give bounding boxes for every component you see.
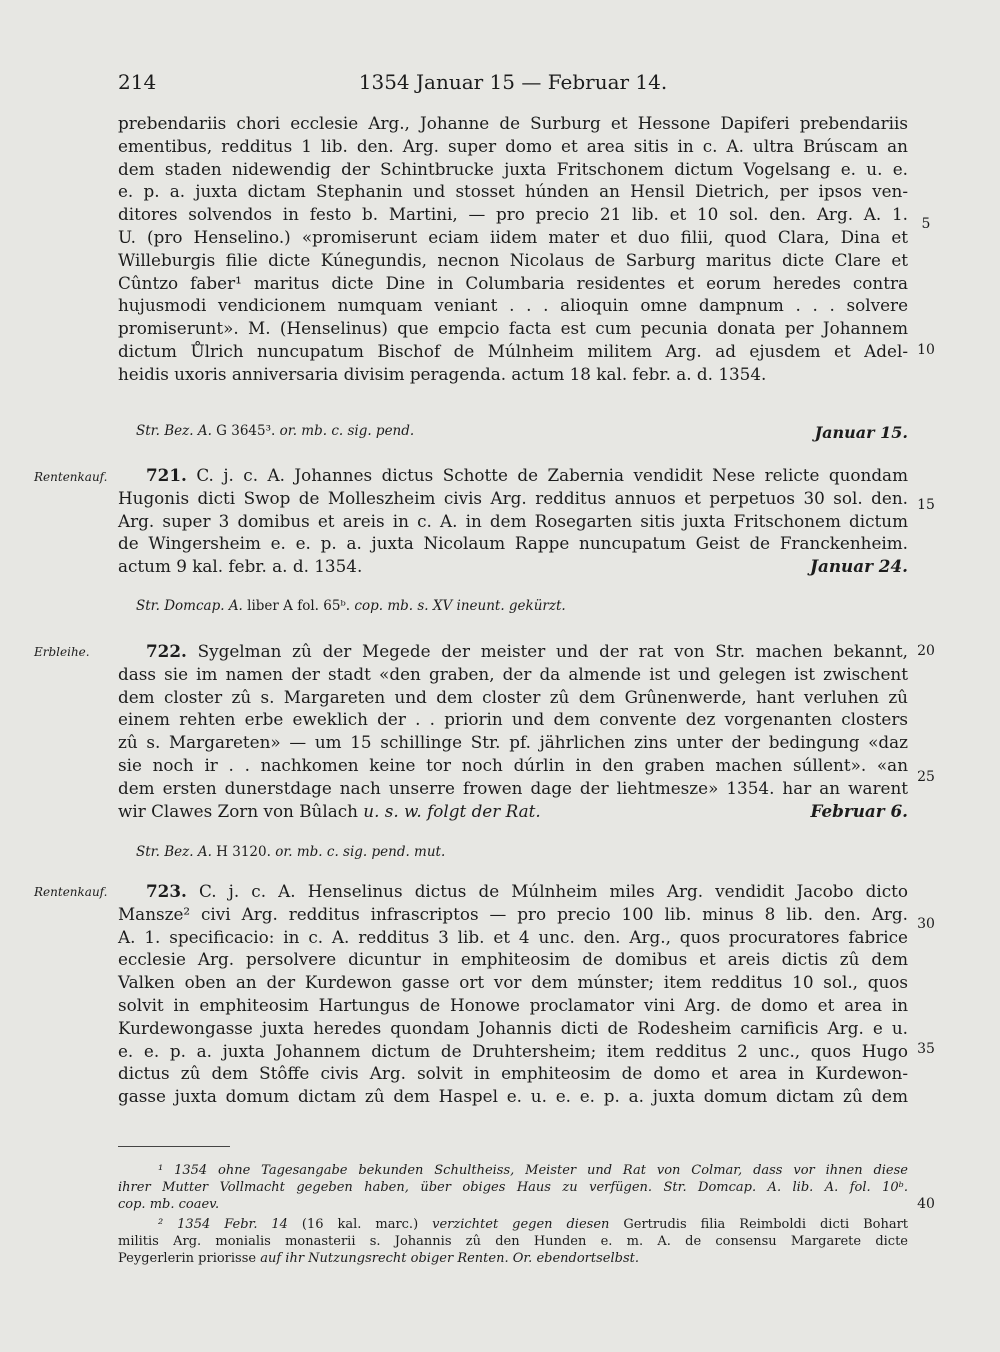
line-number: 35 <box>917 1041 935 1057</box>
source-citation <box>136 844 908 860</box>
text-line: Cûntzo faber¹ maritus dicte Dine in Columbaria residentes et eorum heredes contra <box>118 272 908 293</box>
page-header <box>118 70 908 100</box>
entry-721 <box>118 464 908 578</box>
text-line: promiserunt». M. (Henselinus) que empcio facta est cum pecunia donata per Johannem <box>118 318 908 339</box>
entry-date: Januar 15. <box>814 423 908 442</box>
text-line <box>118 640 908 663</box>
source-archive: Str. Domcap. A. <box>136 598 243 614</box>
footnote-line <box>118 1216 908 1233</box>
text-line: U. (pro Henselino.) «promiserunt eciam iidem mater et duo filii, quod Clara, Dina et <box>118 226 908 247</box>
text-line: de Wingersheim e. e. p. a. juxta Nicolaum Rappe nuncupatum Geist de Franckenheim. <box>118 533 908 554</box>
text-line: dictum Ůlrich nuncupatum Bischof de Múlnheim militem Arg. ad ejusdem et Adel- <box>118 340 908 361</box>
footnote-line: militis Arg. monialis monasterii s. Johannis zû den Hunden e. m. A. de consensu Margarete dicte <box>118 1234 908 1249</box>
text-line: dictus zû dem Stôffe civis Arg. solvit in emphiteosim de domo et area in Kurdewon- <box>118 1063 908 1084</box>
text-line: zû s. Margareten» — um 15 schillinge Str. pf. jährlichen zins unter der bedingung «daz <box>118 732 908 753</box>
text-line <box>118 800 908 823</box>
footnote-line: cop. mb. coaev. <box>118 1197 220 1212</box>
footnote-line: ihrer Mutter Vollmacht gegeben haben, über obiges Haus zu verfügen. Str. Domcap. A. lib. A. fol. 10ᵇ. <box>118 1180 908 1195</box>
text-line: ecclesie Arg. persolvere dicuntur in emphiteosim de domibus et areis dictis zû dem <box>118 949 908 970</box>
block1-text <box>118 112 908 386</box>
footnote-line <box>118 1250 908 1267</box>
text-line: Hugonis dicti Swop de Molleszheim civis Arg. redditus annuos et perpetuos 30 sol. den. <box>118 487 908 508</box>
text-line: Willeburgis filie dicte Kúnegundis, necnon Nicolaus de Sarburg maritus dicte Clare et <box>118 249 908 270</box>
entry-number: 723. <box>146 881 187 901</box>
running-head: 1354 Januar 15 — Februar 14. <box>358 70 668 94</box>
footnote-date: ² 1354 Febr. 14 <box>158 1217 288 1232</box>
source-citation <box>136 598 908 614</box>
entry-first-line: C. j. c. A. Henselinus dictus de Múlnheim miles Arg. vendidit Jacobo dicto <box>198 881 908 901</box>
entry-number: 721. <box>146 465 187 485</box>
text-line: e. e. p. a. juxta Johannem dictum de Druhtersheim; item redditus 2 unc., quos Hugo <box>118 1040 908 1061</box>
footnote-date-roman: (16 kal. marc.) <box>301 1217 419 1232</box>
text-line: prebendariis chori ecclesie Arg., Johanne de Surburg et Hessone Dapiferi prebendariis <box>118 113 908 133</box>
text-line: dem closter zû s. Margareten und dem closter zû dem Grûnenwerde, hant verluhen zû <box>118 686 908 707</box>
source-signature: liber A fol. 65ᵇ. <box>247 598 351 614</box>
page-number: 214 <box>118 70 157 94</box>
footnote-phrase: verzichtet gegen diesen <box>432 1217 610 1232</box>
source-signature: G 3645³. <box>216 423 276 439</box>
entry-last-line: wir Clawes Zorn von Bûlach <box>118 800 358 821</box>
margin-label: Erbleihe. <box>34 645 90 659</box>
text-line: dass sie im namen der stadt «den graben, der da almende ist und gelegen ist zwischent <box>118 663 908 684</box>
text-line: ditores solvendos in festo b. Martini, — pro precio 21 lib. et 10 sol. den. Arg. A. 1. <box>118 204 908 225</box>
source-description: or. mb. c. sig. pend. mut. <box>275 844 446 860</box>
text-line: Valken oben an der Kurdewon gasse ort vor dem múnster; item redditus 10 sol., quos <box>118 972 908 993</box>
source-archive: Str. Bez. A. <box>136 423 212 439</box>
entry-723 <box>118 880 908 1108</box>
footnotes <box>118 1162 908 1267</box>
text-line <box>118 555 908 578</box>
source-description: cop. mb. s. XV ineunt. gekürzt. <box>354 598 566 614</box>
line-number: 40 <box>917 1196 935 1212</box>
source-citation <box>136 423 908 442</box>
text-line: Kurdewongasse juxta heredes quondam Johannis dicti de Rodesheim carnificis Arg. e u. <box>118 1017 908 1038</box>
text-line <box>118 464 908 487</box>
text-line: solvit in emphiteosim Hartungus de Honowe proclamator vini Arg. de domo et area in <box>118 994 908 1015</box>
line-number: 20 <box>917 643 935 659</box>
text-line: dem ersten dunerstdage nach unserre frowen dage der liehtmesze» 1354. har an warent <box>118 777 908 798</box>
line-number: 10 <box>917 342 935 358</box>
footnote-name: Gertrudis filia Reimboldi dicti Bohart <box>623 1217 909 1232</box>
entry-first-line: Sygelman zû der Megede der meister und der rat von Str. machen bekannt, <box>197 641 908 661</box>
footnote-line: ¹ 1354 ohne Tagesangabe bekunden Schultheiss, Meister und Rat von Colmar, dass vor ihnen diese <box>158 1163 908 1178</box>
text-line: dem staden nidewendig der Schintbrucke juxta Fritschonem dictum Vogelsang e. u. e. <box>118 158 908 179</box>
entry-last-line: actum 9 kal. febr. a. d. 1354. <box>118 556 363 577</box>
line-number: 25 <box>917 769 935 785</box>
line-number: 15 <box>917 497 935 513</box>
line-number: 30 <box>917 916 935 932</box>
source-description: or. mb. c. sig. pend. <box>279 423 415 439</box>
margin-label: Rentenkauf. <box>34 885 108 899</box>
text-line: sie noch ir . . nachkomen keine tor noch dúrlin in den graben machen súllent». «an <box>118 754 908 775</box>
source-signature: H 3120. <box>216 844 271 860</box>
entry-722 <box>118 640 908 822</box>
entry-last-line-italic: u. s. w. folgt der Rat. <box>363 800 541 821</box>
text-line <box>118 880 908 903</box>
text-line: A. 1. specificacio: in c. A. redditus 3 lib. et 4 unc. den. Arg., quos procuratores fabrice <box>118 926 908 947</box>
source-archive: Str. Bez. A. <box>136 844 212 860</box>
entry-date: Januar 24. <box>810 556 908 577</box>
text-line: e. p. a. juxta dictam Stephanin und stosset húnden an Hensil Dietrich, per ipsos ven- <box>118 181 908 202</box>
entry-date: Februar 6. <box>810 800 908 821</box>
margin-label: Rentenkauf. <box>34 470 108 484</box>
text-line: gasse juxta domum dictam zû dem Haspel e. u. e. e. p. a. juxta domum dictam zû dem <box>118 1086 908 1107</box>
entry-first-line: C. j. c. A. Johannes dictus Schotte de Zabernia vendidit Nese relicte quondam <box>196 465 908 485</box>
text-line: Mansze² civi Arg. redditus infrascriptos — pro precio 100 lib. minus 8 lib. den. Arg. <box>118 903 908 924</box>
entry-number: 722. <box>146 641 187 661</box>
text-line: heidis uxoris anniversaria divisim peragenda. actum 18 kal. febr. a. d. 1354. <box>118 363 767 384</box>
footnote-rule <box>118 1146 230 1147</box>
footnote-name: Peygerlerin priorisse <box>118 1251 257 1266</box>
text-line: hujusmodi vendicionem numquam veniant . . . alioquin omne dampnum . . . solvere <box>118 295 908 316</box>
text-line: ementibus, redditus 1 lib. den. Arg. super domo et area sitis in c. A. ultra Brúscam an <box>118 135 908 156</box>
text-line: Arg. super 3 domibus et areis in c. A. in dem Rosegarten sitis juxta Fritschonem dictum <box>118 510 908 531</box>
footnote-phrase: auf ihr Nutzungsrecht obiger Renten. Or. ebendortselbst. <box>260 1251 639 1266</box>
text-line: einem rehten erbe eweklich der . . priorin und dem convente dez vorgenanten closters <box>118 709 908 730</box>
line-number: 5 <box>921 216 931 232</box>
